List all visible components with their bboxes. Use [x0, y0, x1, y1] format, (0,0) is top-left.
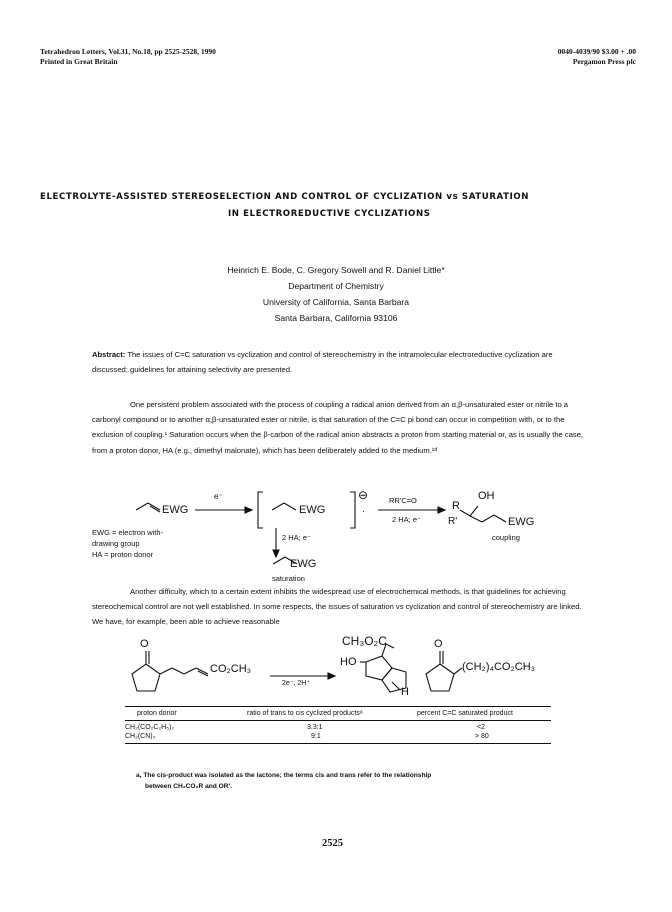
ester-left-label: CO₂CH₃: [210, 663, 252, 675]
column-header-ratio: ratio of trans to cis cyclized productsᵃ: [247, 710, 363, 717]
author-names: Heinrich E. Bode, C. Gregory Sowell and R. Daniel Little*: [227, 265, 445, 275]
table-cell: CH₂(CO₂C₂H₅)₂: [125, 724, 175, 731]
table-footnote-line-1: a, The cis-product was isolated as the lactone; the terms cis and trans refer to the relationship: [136, 772, 432, 779]
title-line-2: IN ELECTROREDUCTIVE CYCLIZATIONS: [228, 209, 431, 219]
saturated-chain-label: (CH₂)₄CO₂CH₃: [462, 661, 536, 673]
page-number: 2525: [322, 838, 343, 849]
ewg-product-label: EWG: [508, 516, 535, 528]
ewg-label: EWG: [162, 504, 189, 516]
abstract-text: The issues of C=C saturation vs cyclization and control of stereochemistry in the intramolecular electroreductive cyclization are discussed; guidelines for attaining selectivity are presented.: [92, 350, 553, 375]
hydroxyl-label: HO: [340, 656, 357, 668]
issn-price: 0040-4039/90 $3.00 + .00: [557, 47, 636, 56]
column-header-percent-saturated: percent C=C saturated product: [417, 710, 513, 717]
printed-location: Printed in Great Britain: [40, 57, 118, 66]
table-header-row: [125, 707, 551, 721]
title-line-1: ELECTROLYTE-ASSISTED STEREOSELECTION AND CONTROL OF CYCLIZATION vs SATURATION: [40, 192, 530, 202]
table-footnote-line-2: between CH₂CO₂R and OR'.: [145, 783, 232, 790]
coupling-label: coupling: [492, 533, 520, 542]
table-cell: 9:1: [311, 733, 321, 740]
table-cell: 3.3:1: [307, 724, 323, 731]
down-reagent-label: 2 HA; e⁻: [282, 533, 311, 542]
ewg-saturated-label: EWG: [290, 558, 317, 570]
anion-charge-symbol: ⊖: [358, 488, 369, 502]
ring-hydrogen-label: H: [401, 686, 409, 698]
abstract: [92, 347, 586, 377]
electrolysis-reagent: 2e⁻, 2H⁺: [282, 680, 311, 687]
ester-top-label: CH₃O₂C: [342, 634, 387, 648]
saturation-label: saturation: [272, 574, 305, 583]
table-row: [125, 721, 551, 733]
electron-label: e⁻: [214, 492, 223, 501]
results-table: [125, 706, 551, 744]
journal-citation: Tetrahedron Letters, Vol.31, No.18, pp 2525-2528, 1990: [40, 47, 216, 56]
results-table-wrapper: [125, 706, 551, 744]
body-paragraph-1: [92, 397, 586, 458]
ketone-oxygen-right: O: [434, 638, 443, 650]
publisher: Pergamon Press plc: [572, 57, 636, 66]
table-cell: CH₂(CN)₂: [125, 733, 156, 740]
scheme-saturation-vs-coupling: [92, 486, 570, 584]
city: Santa Barbara, California 93106: [274, 313, 398, 323]
paragraph-1-text: One persistent problem associated with the process of coupling a radical anion derived from an α,β-unsaturated ester or nitrile to a carbonyl compound or to another α,β-unsaturated ester or nitrile, is that saturation of the C=C pi bond can occur in competition with, or to the exclusion of coupling.¹ Saturation occurs when the β-carbon of the radical anion abstracts a proton from starting material or, as is usually the case, from a proton donor, HA (e.g., dimethyl malonate), which has been deliberately added to the medium.¹ᵈ: [92, 400, 584, 455]
abstract-label: Abstract:: [92, 350, 126, 359]
table-row: [125, 732, 551, 744]
ketone-oxygen-left: O: [140, 638, 149, 650]
legend-ewg: EWG = electron with-: [92, 528, 164, 537]
legend-ha: HA = proton donor: [92, 550, 154, 559]
oh-label: OH: [478, 490, 495, 502]
carbonyl-reagent-label: RR'C=O: [389, 496, 417, 505]
legend-drawing-group: drawing group: [92, 539, 140, 548]
table-cell: <2: [477, 724, 485, 731]
university: University of California, Santa Barbara: [262, 297, 410, 307]
radical-dot: ·: [362, 506, 366, 517]
paragraph-2-text: Another difficulty, which to a certain extent inhibits the widespread use of electrochemical methods, is that guidelines for achieving stereochemical control are not well established. In some respects, the issues of saturation vs cyclization and control of stereochemistry are linked. We have, for example, been able to achieve reasonable: [92, 587, 582, 627]
body-paragraph-2: [92, 584, 586, 630]
r-prime-label: R': [448, 516, 458, 527]
scheme-cyclization: [110, 636, 580, 702]
proton-reagent-label: 2 HA; e⁻: [392, 515, 421, 524]
r-label: R: [452, 500, 460, 512]
ewg-radical-label: EWG: [299, 504, 326, 516]
table-cell: > 80: [475, 733, 489, 740]
column-header-proton-donor: proton donor: [137, 710, 177, 717]
department: Department of Chemistry: [288, 281, 384, 291]
